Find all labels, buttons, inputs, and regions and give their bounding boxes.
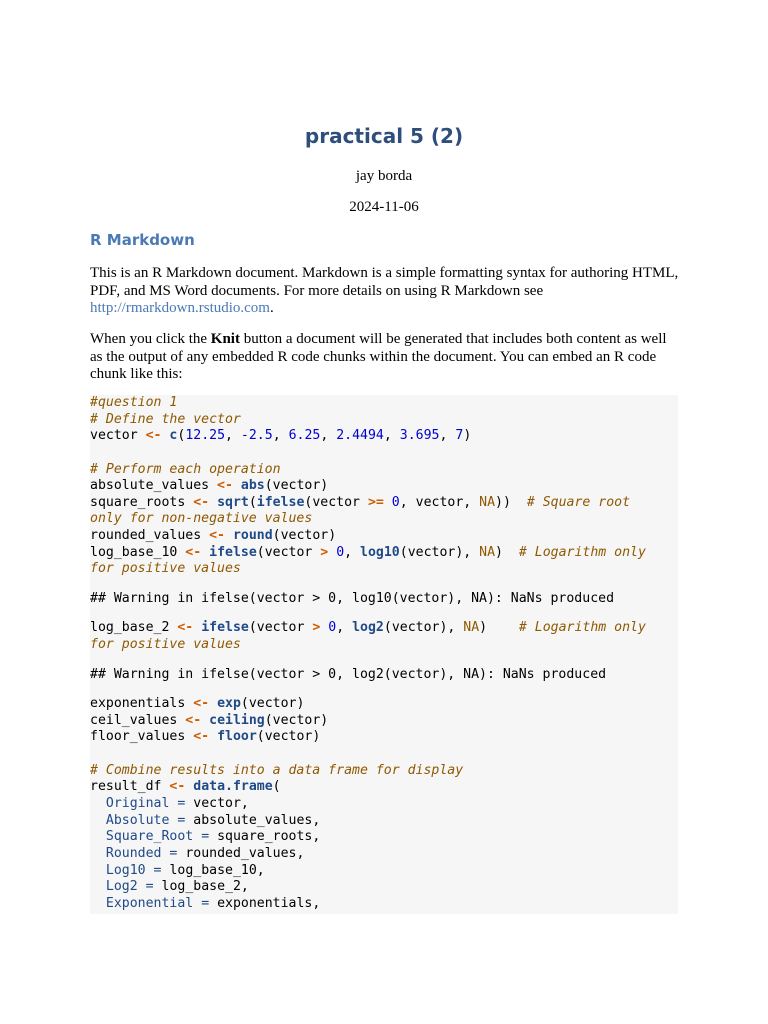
code-line: Square_Root = square_roots, — [105, 829, 321, 845]
document-date: 2024-11-06 — [349, 199, 419, 215]
code-line: Log10 = log_base_10, — [105, 862, 265, 878]
code-listing — [90, 395, 690, 913]
rmarkdown-link[interactable]: http://rmarkdown.rstudio.com — [90, 300, 270, 317]
code-line: log_base_10 <- ifelse(vector > 0, log10(vector), NA) # Logarithm only — [90, 544, 646, 560]
code-line: Original = vector, — [105, 796, 249, 812]
code-line: Log2 = log_base_2, — [105, 879, 249, 895]
knit-paragraph: When you click the Knit button a document will be generated that includes both content as well as the output of any embedded R code chunks within the document. You can embed an R code chunk like this: — [90, 331, 667, 383]
code-line: ceil_values <- ceiling(vector) — [90, 712, 329, 728]
code-line: square_roots <- sqrt(ifelse(vector >= 0, vector, NA)) # Square root — [90, 494, 631, 510]
code-line: #question 1 — [90, 395, 178, 410]
code-line: # Combine results into a data frame for display — [90, 762, 464, 778]
knit-keyword: Knit — [210, 331, 240, 347]
code-line: # Perform each operation — [90, 461, 281, 477]
code-line: result_df <- data.frame( — [90, 779, 281, 795]
code-line: rounded_values <- round(vector) — [90, 528, 337, 544]
code-line: Absolute = absolute_values, — [105, 812, 321, 828]
section-heading: R Markdown — [90, 231, 195, 249]
code-line: exponentials <- exp(vector) — [90, 696, 305, 712]
code-output: ## Warning in ifelse(vector > 0, log10(vector), NA): NaNs produced — [90, 590, 615, 606]
document-author: jay borda — [355, 168, 413, 184]
code-line: Rounded = rounded_values, — [105, 845, 305, 861]
code-line: absolute_values <- abs(vector) — [90, 478, 329, 494]
intro-paragraph: This is an R Markdown document. Markdown is a simple formatting syntax for authoring HTML, PDF, and MS Word documents. For more details on using R Markdown see http://rmarkdown.rstudio.com. — [90, 265, 679, 317]
code-line: vector <- c(12.25, -2.5, 6.25, 2.4494, 3.695, 7) — [90, 428, 472, 444]
code-line: floor_values <- floor(vector) — [90, 729, 321, 745]
code-line: Exponential = exponentials, — [105, 895, 321, 911]
document-title: practical 5 (2) — [304, 124, 464, 148]
code-line: only for non-negative values — [90, 511, 313, 527]
code-line: # Define the vector — [90, 411, 241, 427]
intro-text: This is an R Markdown document. Markdown is a simple formatting syntax for authoring HTML, PDF, and MS Word documents. For more details on using R Markdown see — [90, 265, 679, 299]
code-line: for positive values — [90, 637, 241, 653]
code-line: for positive values — [90, 561, 241, 577]
code-line: log_base_2 <- ifelse(vector > 0, log2(vector), NA) # Logarithm only — [90, 620, 646, 636]
code-output: ## Warning in ifelse(vector > 0, log2(vector), NA): NaNs produced — [90, 666, 607, 682]
